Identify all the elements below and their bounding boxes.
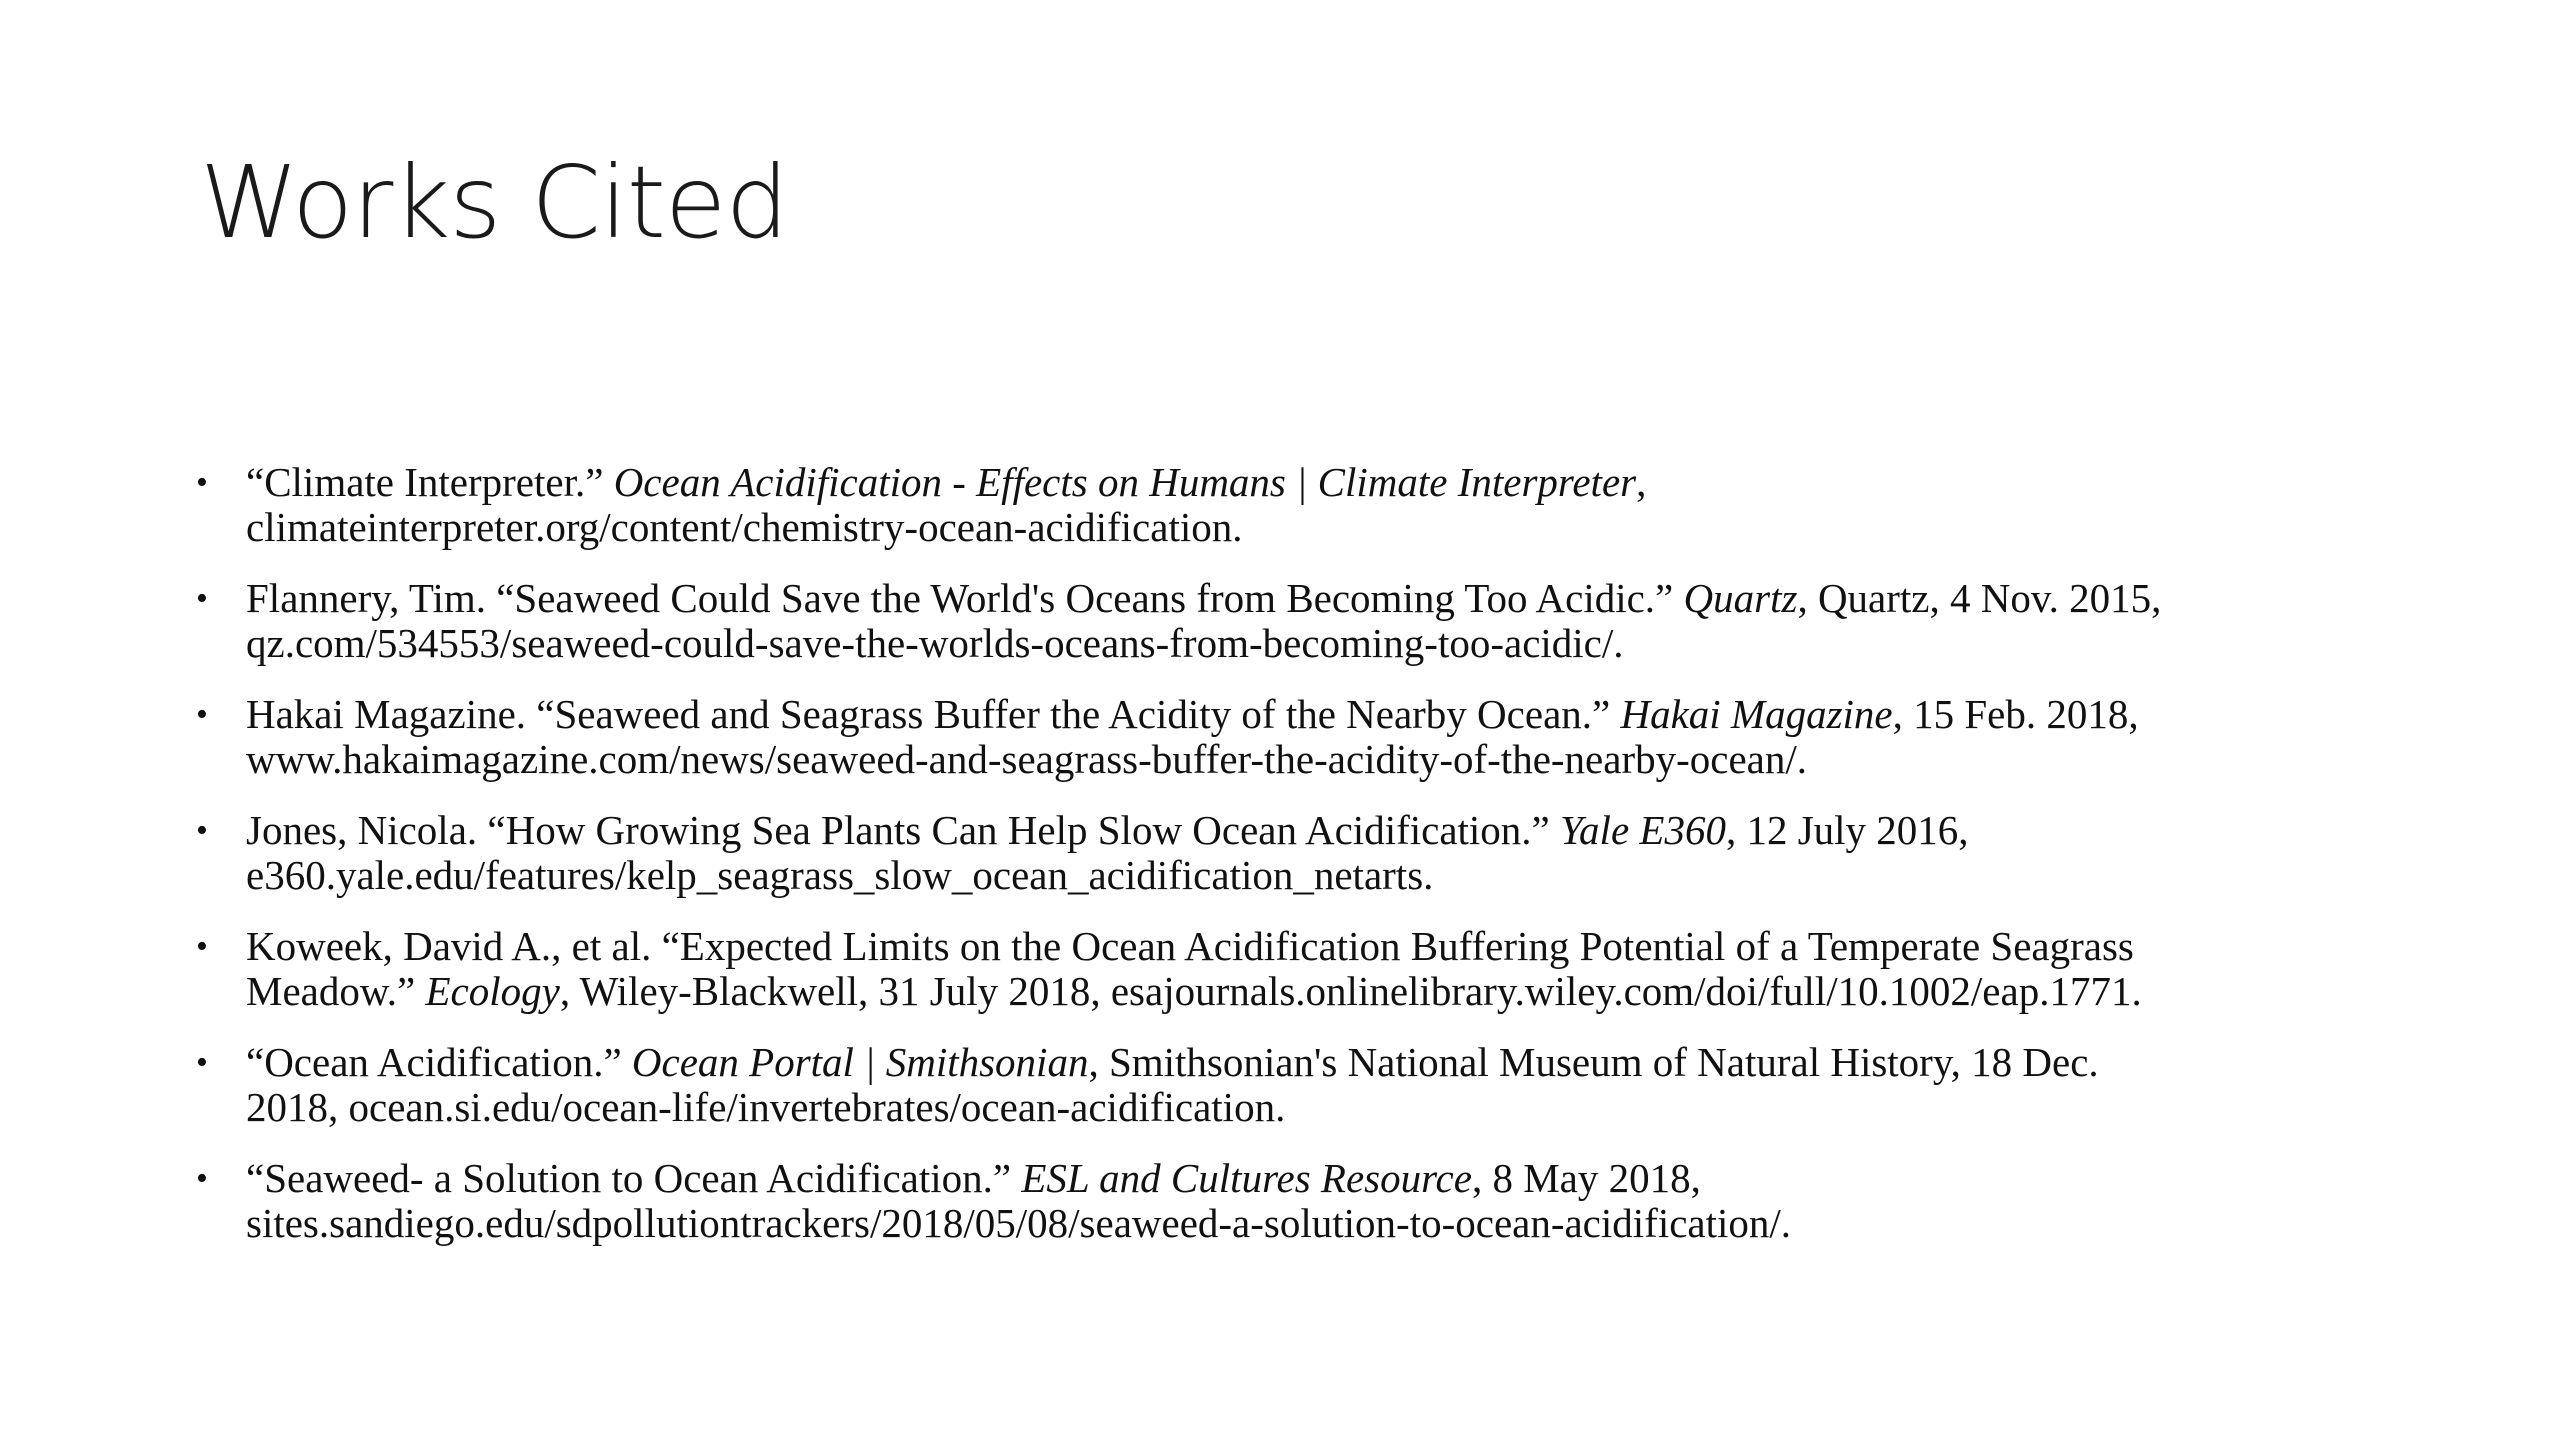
citation-item [190,924,2430,1014]
citation-item [190,1040,2430,1130]
citation-line: Meadow.” Ecology, Wiley-Blackwell, 31 July 2018, esajournals.onlinelibrary.wiley.com/doi/full/10.1002/eap.1771. [246,968,2142,1014]
citation-item [190,460,2430,550]
citation-text [246,1156,2430,1246]
citation-line: “Climate Interpreter.” Ocean Acidification - Effects on Humans | Climate Interpreter, [246,459,1647,505]
bullet-icon: • [196,1044,208,1081]
citation-line: Flannery, Tim. “Seaweed Could Save the World's Oceans from Becoming Too Acidic.” Quartz, Quartz, 4 Nov. 2015, [246,575,2162,621]
citation-item [190,692,2430,782]
citation-text [246,924,2430,1014]
citation-line: sites.sandiego.edu/sdpollutiontrackers/2018/05/08/seaweed-a-solution-to-ocean-acidification/. [246,1200,1792,1246]
citation-text [246,460,2430,550]
citation-text [246,808,2430,898]
bullet-icon: • [196,1160,208,1197]
citation-line: 2018, ocean.si.edu/ocean-life/invertebrates/ocean-acidification. [246,1084,1286,1130]
bullet-icon: • [196,580,208,617]
citation-line: Koweek, David A., et al. “Expected Limits on the Ocean Acidification Buffering Potential of a Temperate Seagrass [246,923,2134,969]
citation-list [190,460,2430,1272]
citation-line: Jones, Nicola. “How Growing Sea Plants Can Help Slow Ocean Acidification.” Yale E360, 12 July 2016, [246,807,1969,853]
citation-item [190,1156,2430,1246]
citation-line: www.hakaimagazine.com/news/seaweed-and-seagrass-buffer-the-acidity-of-the-nearby-ocean/. [246,736,1807,782]
citation-line: e360.yale.edu/features/kelp_seagrass_slow_ocean_acidification_netarts. [246,852,1434,898]
citation-item [190,808,2430,898]
citation-line: “Ocean Acidification.” Ocean Portal | Smithsonian, Smithsonian's National Museum of Natural History, 18 Dec. [246,1039,2099,1085]
citation-line: “Seaweed- a Solution to Ocean Acidification.” ESL and Cultures Resource, 8 May 2018, [246,1155,1701,1201]
citation-line: climateinterpreter.org/content/chemistry-ocean-acidification. [246,504,1243,550]
citation-text [246,1040,2430,1130]
bullet-icon: • [196,812,208,849]
citation-line: qz.com/534553/seaweed-could-save-the-worlds-oceans-from-becoming-too-acidic/. [246,620,1624,666]
citation-text [246,576,2430,666]
bullet-icon: • [196,928,208,965]
slide-title: Works Cited [200,144,788,261]
bullet-icon: • [196,464,208,501]
bullet-icon: • [196,696,208,733]
citation-item [190,576,2430,666]
citation-line: Hakai Magazine. “Seaweed and Seagrass Buffer the Acidity of the Nearby Ocean.” Hakai Magazine, 15 Feb. 2018, [246,691,2139,737]
citation-text [246,692,2430,782]
